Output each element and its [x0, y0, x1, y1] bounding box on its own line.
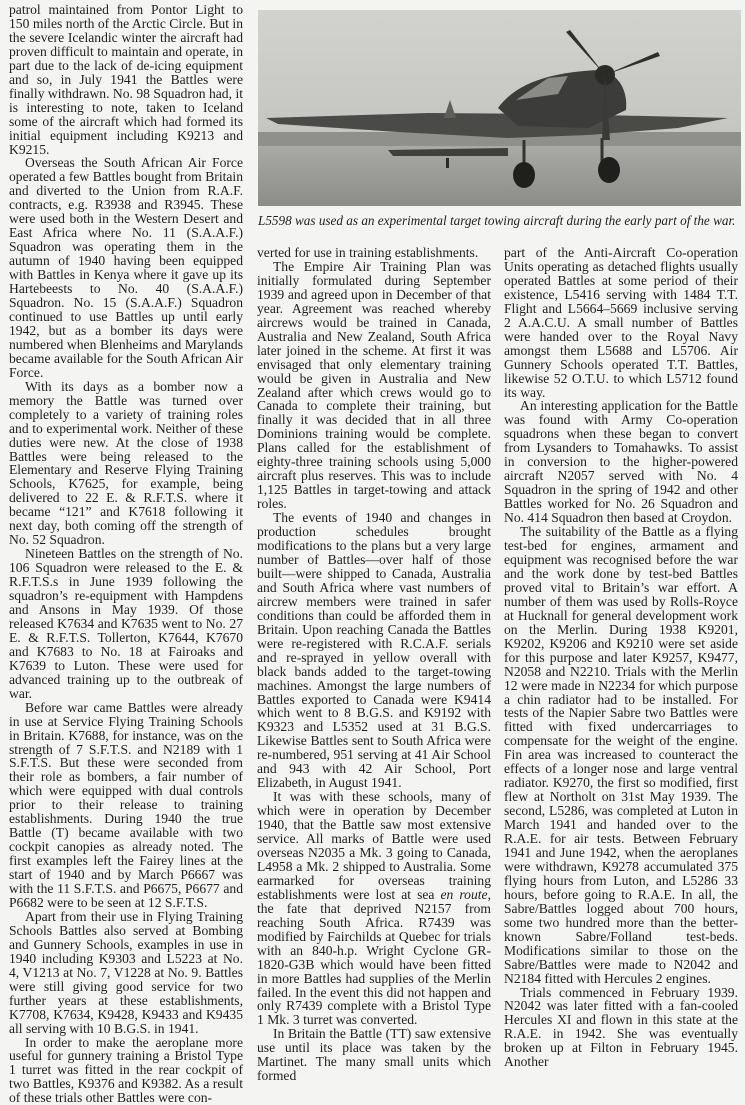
- figure-caption: L5598 was used as an experimental target towing aircraft during the early part of the war.: [258, 213, 736, 228]
- paragraph: verted for use in training establishments.: [257, 245, 479, 260]
- paragraph: patrol maintained from Pontor Light to 150 miles north of the Arctic Circle. But in the severe Icelandic winter the aircraft had proven difficult to maintain and operate, in part due to the lack of de-icing equipment and so, in July 1941 the Battles were finally withdrawn. No. 98 Squadron had, it is interesting to note, taken to Iceland some of the aircraft which had formed its initial equipment including K9213 and K9215.: [9, 2, 243, 157]
- paragraph: The Empire Air Training Plan was initially formulated during September 1939 and agreed upon in December of that year. Agreement was reached whereby aircrews would be trained in Canada, Australia and New Zealand, South Africa later joined in the scheme. At first it was envisaged that only elementary training would be given in Australia and New Zealand after which crews would go to Canada to complete their training, but finally it was decided that in all three Dominions training would be complete. Plans called for the establishment of eighty-three training schools using 5,000 aircraft plus reserves. This was to include 1,125 Battles in target-towing and attack roles.: [257, 258, 491, 512]
- italic-phrase: en route: [440, 886, 488, 902]
- paragraph: It was with these schools, many of which were in operation by December 1940, that the Battle saw most extensive service. All marks of Battle were used overseas N2035 a Mk. 3 going to Canada, L4958 a Mk. 2 shipped to Australia. Some earmarked for overseas training establishments were lost at sea en route, the fate that deprived N2157 from reaching South Africa. R7439 was modified by Fairchilds at Quebec for trials with an 840-h.p. Wright Cyclone GR-1820-G3B which would have been fitted in more Battles had supplies of the Merlin failed. In the event this did not happen and only R7439 complete with a Bristol Type 1 Mk. 3 turret was converted.: [257, 789, 491, 1028]
- paragraph: The suitability of the Battle as a flying test-bed for engines, armament and equipment was recognised before the war and the work done by test-bed Battles proved vital to Britain’s war effort. A number of them was used by Rolls-Royce at Hucknall for general development work on the Merlin. During 1938 K9201, K9202, K9206 and K9210 were set aside for this purpose and later K9257, K9477, N2058 and N2210. Trials with the Merlin 12 were made in N2234 for which purpose a chin radiator had to be installed. For tests of the Napier Sabre two Battles were fitted with fixed undercarriages to compensate for the weight of the engine. Fin area was increased to counteract the effects of a longer nose and large ventral radiator. K9270, the first so modified, first flew at Northolt on 31st May 1939. The second, L5286, was completed at Luton in March 1941 and handed over to the R.A.E. for air tests. Between February 1941 and June 1942, when the aeroplanes were withdrawn, K9278 accumulated 375 flying hours from Luton, and L5286 33 hours, before going to R.A.E. In all, the Sabre/Battles logged about 700 hours, some two hundred more than the better-known Sabre/Folland test-beds. Modifications similar to those on the Sabre/Battles were made to N2042 and N2184 fitted with Hercules 2 engines.: [504, 524, 738, 986]
- text-column-1: [9, 3, 243, 1105]
- paragraph: Trials commenced in February 1939. N2042 was later fitted with a fan-cooled Hercules XI and flown in this state at the R.A.E. in 1942. She was eventually broken up at Filton in February 1945. Another: [504, 984, 738, 1070]
- text-column-2: [257, 246, 491, 1083]
- paragraph: Apart from their use in Flying Training Schools Battles also served at Bombing and Gunnery Schools, examples in use in 1940 including K9303 and L5223 at No. 4, V1213 at No. 7, V1228 at No. 9. Battles were still giving good service for two further years at these establishments, K7708, K7634, K9428, K9433 and K9435 all serving with 10 B.G.S. in 1941.: [9, 908, 243, 1036]
- paragraph: An interesting application for the Battle was found with Army Co-operation squadrons when these began to convert from Lysanders to Tomahawks. To assist in conversion to the higher-powered aircraft N2057 served with No. 4 Squadron in the spring of 1942 and other Battles worked for No. 26 Squadron and No. 414 Squadron then based at Croydon.: [504, 398, 738, 526]
- paragraph: Before war came Battles were already in use at Service Flying Training Schools in Britain. K7688, for instance, was on the strength of 7 S.F.T.S. and N2189 with 1 S.F.T.S. But these were seconded from their role as bombers, a fair number of which were equipped with dual controls prior to their release to training establishments. During 1940 the true Battle (T) became available with two cockpit canopies as already noted. The first examples left the Fairey lines at the start of 1940 and by March P6667 was with the 11 S.F.T.S. and P6675, P6677 and P6682 were to be seen at 12 S.F.T.S.: [9, 699, 243, 910]
- paragraph: part of the Anti-Aircraft Co-operation Units operating as detached flights usually operated Battles at some period of their existence, L5416 serving with 1484 T.T. Flight and L5664–5669 inclusive serving 2 A.A.C.U. A small number of Battles were handed over to the Royal Navy amongst them L5688 and L5706. Air Gunnery Schools operated T.T. Battles, likewise 52 O.T.U. to which L5712 found its way.: [504, 245, 738, 400]
- paragraph: Overseas the South African Air Force operated a few Battles bought from Britain and diverted to the Union from R.A.F. contracts, e.g. R3938 and R3945. These were used both in the Western Desert and East Africa where No. 11 (S.A.A.F.) Squadron was operating them in the autumn of 1940 having been equipped with Battles in Kenya where it gave up its Hartebeests to No. 40 (S.A.A.F.) Squadron. No. 15 (S.A.A.F.) Squadron continued to use Battles up until early 1942, but as a bomber its days were numbered when Blenheims and Marylands became available for the South African Air Force.: [9, 155, 243, 380]
- paragraph: With its days as a bomber now a memory the Battle was turned over completely to a variety of training roles and to experimental work. Neither of these duties were new. At the close of 1938 Battles were being released to the Elementary and Reserve Flying Training Schools, K7625, for example, being delivered to 22 E. & R.F.T.S. where it became “121” and K7618 following it next day, both coming off the strength of No. 52 Squadron.: [9, 378, 243, 548]
- aircraft-photo: [258, 10, 741, 206]
- paragraph: In order to make the aeroplane more useful for gunnery training a Bristol Type 1 turret was fitted in the rear cockpit of two Battles, K9376 and K9382. As a result of these trials other Battles were con-: [9, 1034, 243, 1105]
- paragraph: The events of 1940 and changes in production schedules brought modifications to the plans but a very large number of Battles—over half of those built—were shipped to Canada, Australia and South Africa where vast numbers of aircrew members were trained in safer conditions than could be afforded them in Britain. Upon reaching Canada the Battles were re-registered with R.C.A.F. serials and re-sprayed in yellow overall with black bands added to the target-towing machines. Amongst the large numbers of Battles exported to Canada were K9414 which went to 8 B.G.S. and K9192 with K9323 and L5352 used at 31 B.G.S. Likewise Battles sent to South Africa were re-numbered, 951 serving at 41 Air School and 943 with 42 Air School, Port Elizabeth, in August 1941.: [257, 510, 491, 791]
- text-column-3: [504, 246, 738, 1069]
- paragraph: In Britain the Battle (TT) saw extensive use until its place was taken by the Martinet. The many small units which formed: [257, 1026, 491, 1084]
- paragraph: Nineteen Battles on the strength of No. 106 Squadron were released to the E. & R.F.T.S.s in June 1939 following the squadron’s re-equipment with Hampdens and Ansons in May 1939. Of those released K7634 and K7635 went to No. 27 E. & R.F.T.S. Tollerton, K7644, K7670 and K7683 to No. 18 at Fairoaks and K7639 to Luton. These were used for advanced training up to the outbreak of war.: [9, 546, 243, 701]
